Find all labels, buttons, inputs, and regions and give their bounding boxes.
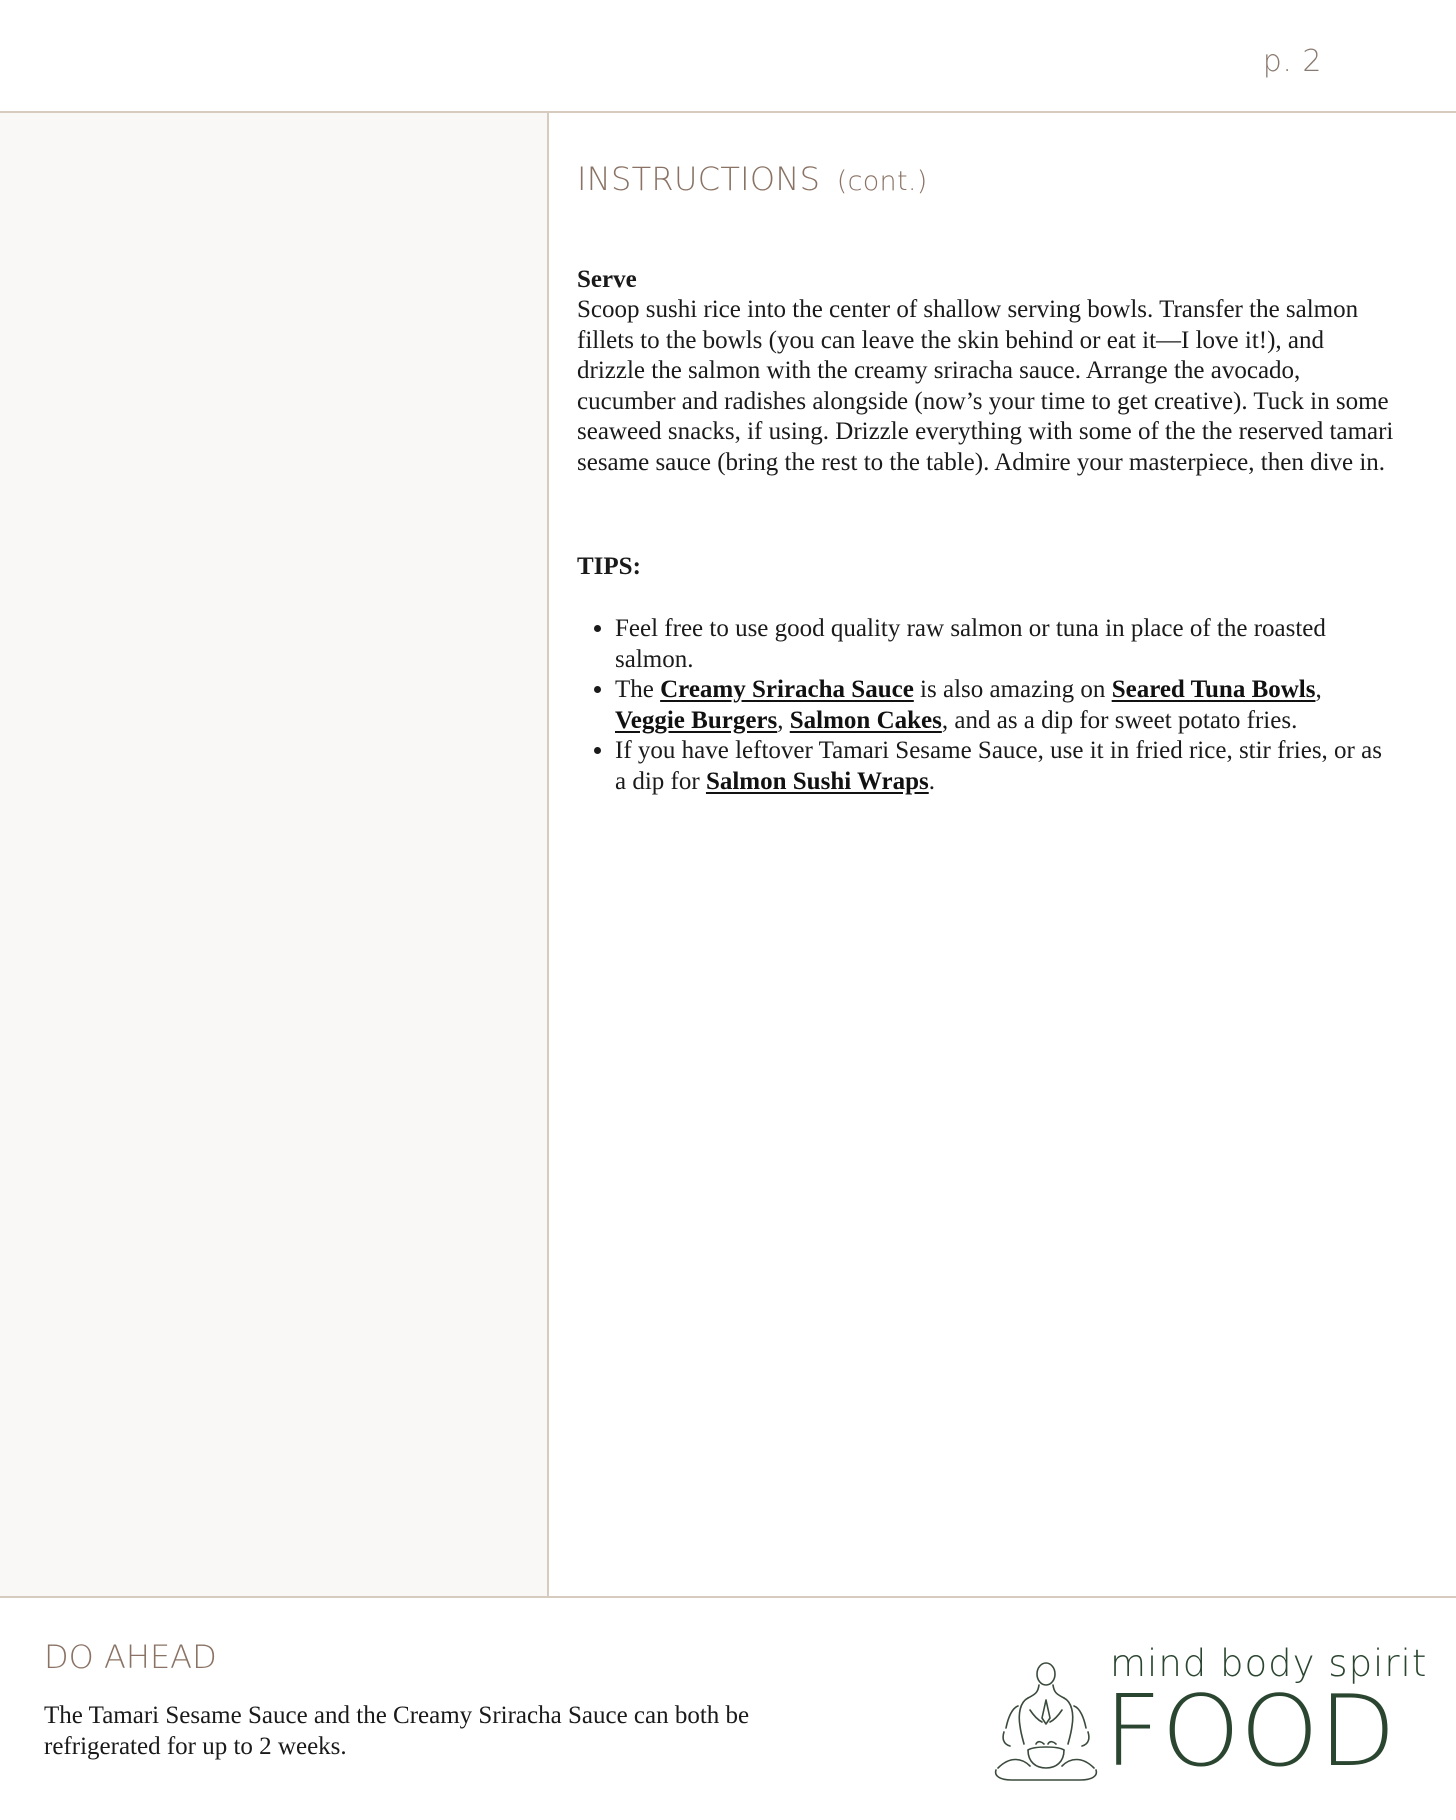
- instructions-heading: [577, 158, 1397, 203]
- list-item: [615, 675, 1397, 736]
- seared-tuna-bowls-link[interactable]: Seared Tuna Bowls: [1111, 676, 1316, 703]
- bottom-divider: [0, 1596, 1456, 1598]
- serve-subheading: Serve: [577, 266, 637, 293]
- veggie-burgers-link[interactable]: Veggie Burgers: [615, 706, 778, 734]
- salmon-cakes-link[interactable]: Salmon Cakes: [789, 706, 942, 734]
- tips-heading: TIPS:: [577, 553, 641, 580]
- do-ahead-heading: DO AHEAD: [44, 1638, 217, 1676]
- instructions-heading-suffix: (cont.): [836, 166, 928, 197]
- serve-paragraph: Scoop sushi rice into the center of shallow serving bowls. Transfer the salmon fillets to the bowls (you can leave the skin behind or eat it—I love it!), and drizzle the salmon with the creamy sriracha sauce. Arrange the avocado, cucumber and radishes alongside (now’s your time to get creative). Tuck in some seaweed snacks, if using. Drizzle everything with some of the the reserved tamari sesame sauce (bring the rest to the table). Admire your masterpiece, then dive in.: [577, 296, 1394, 476]
- tip-text: , and as a dip for sweet potato fries.: [941, 706, 1298, 734]
- tip-text: .: [928, 767, 935, 795]
- logo-wordmark: FOOD: [1104, 1675, 1396, 1789]
- left-panel: [0, 113, 547, 1596]
- tip-text: ,: [777, 706, 790, 734]
- column-divider: [547, 113, 549, 1596]
- instructions-heading-text: INSTRUCTIONS: [577, 160, 821, 198]
- page-number: p. 2: [1262, 44, 1322, 79]
- tip-text: If you have leftover Tamari Sesame Sauce, use it in fried rice, stir fries, or as a dip for: [615, 737, 1382, 795]
- list-item: [615, 736, 1397, 797]
- creamy-sriracha-sauce-link[interactable]: Creamy Sriracha Sauce: [660, 676, 914, 703]
- tip-text: ,: [1315, 676, 1322, 703]
- tip-text: The: [615, 676, 661, 703]
- tip-text: is also amazing on: [913, 676, 1112, 703]
- instructions-column: [577, 158, 1397, 797]
- tip-text: Feel free to use good quality raw salmon or tuna in place of the roasted salmon.: [615, 615, 1326, 673]
- salmon-sushi-wraps-link[interactable]: Salmon Sushi Wraps: [705, 767, 929, 795]
- brand-logo: [990, 1642, 1428, 1792]
- do-ahead-text: The Tamari Sesame Sauce and the Creamy Sriracha Sauce can both be refrigerated for up to 2 weeks.: [44, 1702, 750, 1760]
- logo-tagline: mind body spirit: [1110, 1642, 1428, 1685]
- list-item: [615, 614, 1397, 675]
- tips-list: [577, 614, 1397, 797]
- meditating-figure-icon: [990, 1658, 1102, 1784]
